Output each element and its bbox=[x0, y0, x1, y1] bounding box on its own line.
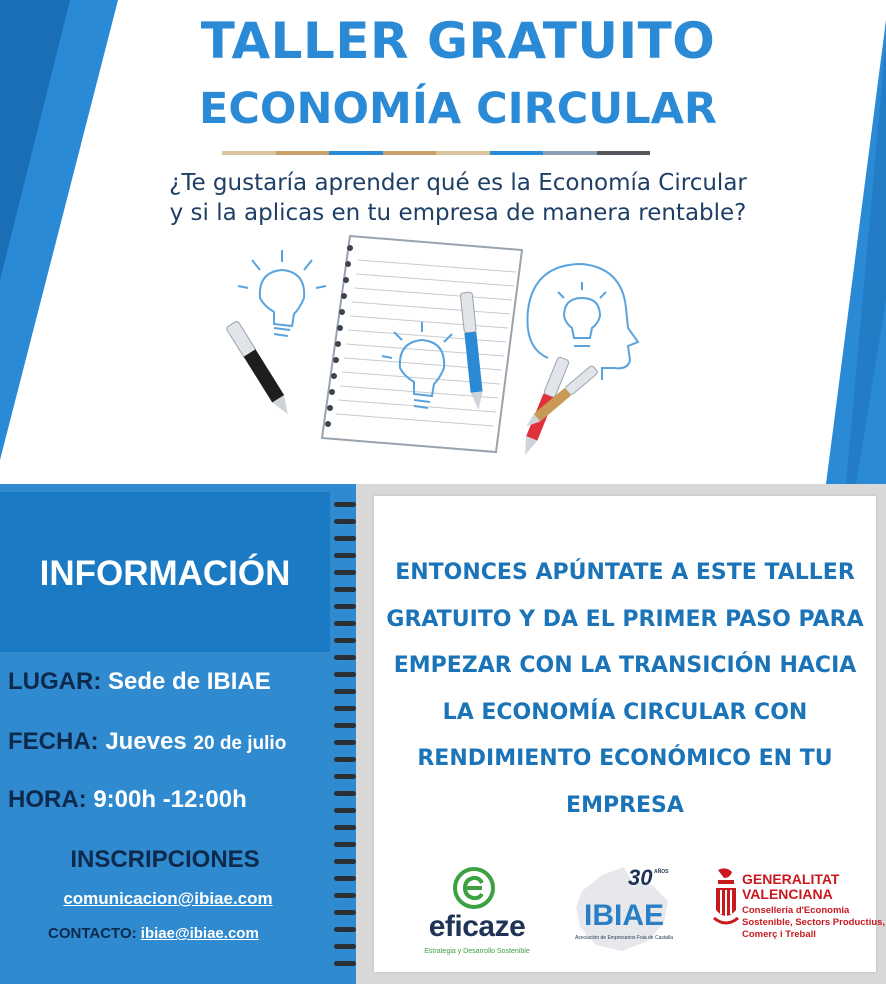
gva-department bbox=[742, 905, 885, 941]
spiral-ring bbox=[334, 791, 356, 796]
message-text bbox=[374, 550, 876, 829]
spiral-ring bbox=[334, 757, 356, 762]
spiral-ring bbox=[334, 859, 356, 864]
head-lightbulb-icon bbox=[527, 264, 638, 380]
inscripciones-title: INSCRIPCIONES bbox=[70, 846, 260, 873]
fecha-label: FECHA: bbox=[8, 728, 99, 755]
gva-dept-line-1: Conselleria d'Economia bbox=[742, 905, 850, 916]
fecha-row bbox=[8, 728, 286, 756]
spiral-ring bbox=[334, 655, 356, 660]
lugar-label: LUGAR: bbox=[8, 668, 102, 695]
spiral-ring bbox=[334, 587, 356, 592]
spiral-ring bbox=[334, 502, 356, 507]
spiral-ring bbox=[334, 961, 356, 966]
ibiae-years: 30 bbox=[628, 865, 653, 890]
spiral-ring bbox=[334, 740, 356, 745]
title-line-1: TALLER GRATUITO bbox=[200, 12, 716, 70]
message-line-3: EMPEZAR CON LA TRANSICIÓN HACIA bbox=[393, 653, 857, 678]
spiral-ring bbox=[334, 774, 356, 779]
eficaze-logo bbox=[412, 864, 542, 954]
gva-dept-line-3: Comerç i Treball bbox=[742, 929, 816, 940]
lugar-value: Sede de IBIAE bbox=[108, 668, 271, 695]
question-line-2: y si la aplicas en tu empresa de manera rentable? bbox=[169, 200, 747, 226]
message-line-2: GRATUITO Y DA EL PRIMER PASO PARA bbox=[386, 606, 864, 632]
message-line-4: LA ECONOMÍA CIRCULAR CON bbox=[442, 699, 808, 725]
ibiae-name: IBIAE bbox=[583, 899, 664, 932]
spiral-binding bbox=[328, 494, 362, 974]
eficaze-tagline: Estrategia y Desarrollo Sostenible bbox=[424, 948, 530, 955]
spiral-ring bbox=[334, 876, 356, 881]
fecha-day: Jueves bbox=[105, 728, 187, 755]
gva-line-2: VALENCIANA bbox=[742, 886, 833, 902]
spiral-ring bbox=[334, 536, 356, 541]
spiral-ring bbox=[334, 825, 356, 830]
spiral-ring bbox=[334, 553, 356, 558]
spiral-ring bbox=[334, 842, 356, 847]
spiral-ring bbox=[334, 927, 356, 932]
hora-label: HORA: bbox=[8, 786, 87, 813]
title-line-2: ECONOMÍA CIRCULAR bbox=[199, 84, 717, 134]
gva-dept-line-2: Sostenible, Sectors Productius, bbox=[742, 917, 886, 928]
left-diagonal-stripe bbox=[0, 0, 120, 470]
gva-line-1: GENERALITAT bbox=[742, 871, 840, 887]
ibiae-subtitle: Asociación de Empresarios Foia de Castalla bbox=[574, 935, 674, 941]
eficaze-name: eficaze bbox=[428, 910, 526, 943]
spiral-ring bbox=[334, 604, 356, 609]
info-section bbox=[0, 484, 886, 984]
lugar-row bbox=[8, 668, 271, 696]
notepad-illustration bbox=[200, 228, 650, 478]
notepad-icon bbox=[322, 236, 522, 452]
info-title: INFORMACIÓN bbox=[39, 554, 291, 593]
message-card bbox=[374, 496, 886, 972]
spiral-ring bbox=[334, 706, 356, 711]
color-divider bbox=[222, 151, 650, 155]
spiral-ring bbox=[334, 570, 356, 575]
hora-row bbox=[8, 786, 247, 814]
email-link[interactable]: comunicacion@ibiae.com bbox=[63, 889, 273, 908]
ibiae-anos: AÑOS bbox=[654, 869, 669, 875]
lightbulb-icon bbox=[238, 250, 326, 336]
message-line-1: ENTONCES APÚNTATE A ESTE TALLER bbox=[395, 560, 855, 585]
spiral-ring bbox=[334, 808, 356, 813]
spiral-ring bbox=[334, 689, 356, 694]
contact-row bbox=[48, 925, 259, 942]
hora-value: 9:00h -12:00h bbox=[93, 786, 247, 813]
question-text bbox=[0, 168, 886, 228]
spiral-ring bbox=[334, 638, 356, 643]
fecha-date: 20 de julio bbox=[193, 733, 287, 754]
spiral-ring bbox=[334, 621, 356, 626]
header-section bbox=[0, 0, 886, 484]
right-diagonal-stripe bbox=[826, 0, 886, 484]
spiral-ring bbox=[334, 910, 356, 915]
generalitat-logo bbox=[712, 858, 886, 958]
question-line-1: ¿Te gustaría aprender qué es la Economía Circular bbox=[169, 170, 747, 196]
spiral-ring bbox=[334, 519, 356, 524]
spiral-ring bbox=[334, 893, 356, 898]
eficaze-mark-icon bbox=[452, 866, 496, 910]
message-line-6: EMPRESA bbox=[566, 792, 684, 818]
generalitat-emblem bbox=[712, 866, 740, 928]
message-line-5: RENDIMIENTO ECONÓMICO EN TU bbox=[417, 746, 833, 771]
info-panel bbox=[0, 484, 356, 984]
info-title-band bbox=[0, 492, 330, 652]
contact-link[interactable]: ibiae@ibiae.com bbox=[140, 925, 259, 942]
contact-label: CONTACTO: bbox=[48, 925, 137, 942]
spiral-ring bbox=[334, 723, 356, 728]
ibiae-logo bbox=[568, 861, 680, 961]
spiral-ring bbox=[334, 672, 356, 677]
spiral-ring bbox=[334, 944, 356, 949]
